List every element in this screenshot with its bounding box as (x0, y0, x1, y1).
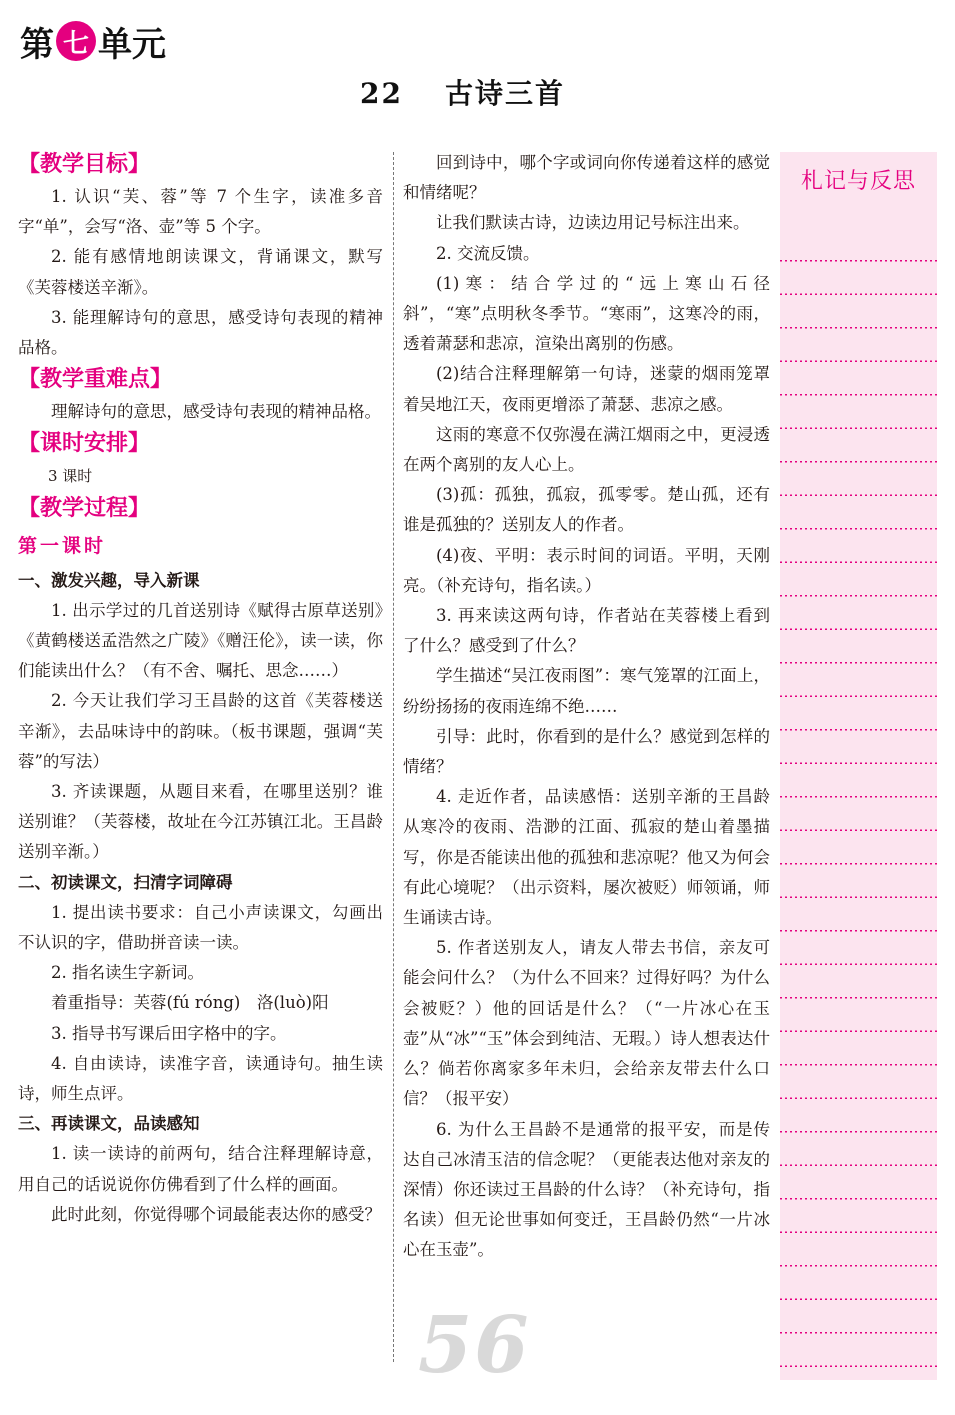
paragraph: 3. 齐读课题，从题目来看，在哪里送别？谁送别谁？（芙蓉楼，故址在今江苏镇江北。王昌龄送别辛渐。） (18, 782, 383, 862)
step-heading: 三、再读课文，品读感知 (18, 1114, 200, 1134)
unit-number-badge: 七 (56, 21, 96, 61)
middle-column (403, 148, 770, 1266)
paragraph: 回到诗中，哪个字或词向你传递着这样的感觉和情绪呢？ (403, 153, 770, 203)
paragraph: 5. 作者送别友人，请友人带去书信，亲友可能会问什么？（为什么不回来？过得好吗？为什么会被贬？）他的回话是什么？（“一片冰心在玉壶”从“冰”“玉”体会到纯洁、无瑕。）诗人想表达什么？倘若你离家多年未归，会给亲友带去什么口信？（报平安） (403, 938, 770, 1109)
lesson-title (360, 72, 565, 112)
paragraph: 此时此刻，你觉得哪个词最能表达你的感受？ (51, 1204, 381, 1224)
paragraph: 3. 指导书写课后田字格中的字。 (51, 1023, 287, 1043)
paragraph: 着重指导：芙蓉(fú róng) 洛(luò)阳 (51, 993, 329, 1013)
page-number: 56 (418, 1300, 531, 1391)
section-goals-heading: 【教学目标】 (18, 152, 151, 177)
paragraph: 1. 读一读诗的前两句，结合注释理解诗意，用自己的话说说你仿佛看到了什么样的画面。 (18, 1144, 383, 1194)
paragraph: 1. 提出读书要求：自己小声读课文，勾画出不认识的字，借助拼音读一读。 (18, 902, 383, 953)
unit-prefix: 第 (20, 24, 54, 65)
column-divider (393, 152, 394, 1362)
goal-item: 2. 能有感情地朗读课文，背诵课文，默写《芙蓉楼送辛渐》。 (18, 247, 383, 297)
unit-suffix: 单元 (98, 24, 166, 65)
goal-item: 3. 能理解诗句的意思，感受诗句表现的精神品格。 (18, 307, 383, 358)
paragraph: (2)结合注释理解第一句诗，迷蒙的烟雨笼罩着吴地江天，夜雨更增添了萧瑟、悲凉之感。 (403, 364, 770, 414)
paragraph: (1)寒：结合学过的“远上寒山石径斜”，“寒”点明秋冬季节。“寒雨”，这寒冷的雨，透着萧瑟和悲凉，渲染出离别的伤感。 (403, 273, 770, 354)
paragraph: 4. 自由读诗，读准字音，读通诗句。抽生读诗，师生点评。 (18, 1053, 383, 1104)
section-schedule-heading: 【课时安排】 (18, 431, 151, 457)
paragraph: 让我们默读古诗，边读边用记号标注出来。 (436, 213, 750, 233)
notes-panel (780, 152, 937, 1380)
step-heading: 一、激发兴趣，导入新课 (18, 570, 200, 590)
section-key-points-heading: 【教学重难点】 (18, 367, 173, 393)
paragraph: 这雨的寒意不仅弥漫在满江烟雨之中，更浸透在两个离别的友人心上。 (403, 424, 770, 475)
paragraph: 2. 指名读生字新词。 (51, 963, 204, 983)
step-heading: 二、初读课文，扫清字词障碍 (18, 872, 233, 892)
goal-item: 1. 认识“芙、蓉”等 7 个生字，读准多音字“单”，会写“洛、壶”等 5 个字。 (18, 187, 383, 237)
section-process-heading: 【教学过程】 (18, 495, 151, 521)
paragraph: 学生描述“吴江夜雨图”：寒气笼罩的江面上，纷纷扬扬的夜雨连绵不绝…… (403, 666, 770, 716)
paragraph: (4)夜、平明：表示时间的词语。平明，天刚亮。（补充诗句，指名读。） (403, 545, 770, 595)
left-column (18, 148, 383, 1230)
paragraph: 引导：此时，你看到的是什么？感觉到怎样的情绪？ (403, 726, 770, 777)
notes-title: 札记与反思 (800, 169, 916, 194)
notes-writing-lines[interactable] (780, 228, 937, 1380)
lesson-number: 22 (360, 77, 403, 110)
paragraph: 2. 今天让我们学习王昌龄的这首《芙蓉楼送辛渐》，去品味诗中的韵味。（板书课题，强调“芙蓉”的写法） (18, 691, 383, 771)
lesson-period-heading: 第一课时 (18, 534, 107, 557)
paragraph: 6. 为什么王昌龄不是通常的报平安，而是传达自己冰清玉洁的信念呢？（更能表达他对亲友的深情）你还读过王昌龄的什么诗？（补充诗句，指名读）但无论世事如何变迁，王昌龄仍然“一片冰心在玉壶”。 (403, 1119, 770, 1260)
lesson-name: 古诗三首 (444, 77, 565, 110)
paragraph: (3)孤：孤独，孤寂，孤零零。楚山孤，还有谁是孤独的？送别友人的作者。 (403, 485, 770, 535)
paragraph: 2. 交流反馈。 (436, 243, 540, 263)
unit-title (20, 18, 166, 64)
paragraph: 3. 再来读这两句诗，作者站在芙蓉楼上看到了什么？感受到了什么？ (403, 606, 770, 656)
paragraph: 1. 出示学过的几首送别诗《赋得古原草送别》《黄鹤楼送孟浩然之广陵》《赠汪伦》，读一读，你们能读出什么？（有不舍、嘱托、思念……） (18, 600, 383, 681)
paragraph: 4. 走近作者，品读感悟：送别辛渐的王昌龄从寒冷的夜雨、浩渺的江面、孤寂的楚山着墨描写，你是否能读出他的孤独和悲凉呢？他又为何会有此心境呢？（出示资料，屡次被贬）师领诵，师生诵读古诗。 (403, 787, 770, 928)
schedule-text: 3 课时 (48, 467, 93, 486)
key-point-text: 理解诗句的意思，感受诗句表现的精神品格。 (51, 402, 381, 422)
